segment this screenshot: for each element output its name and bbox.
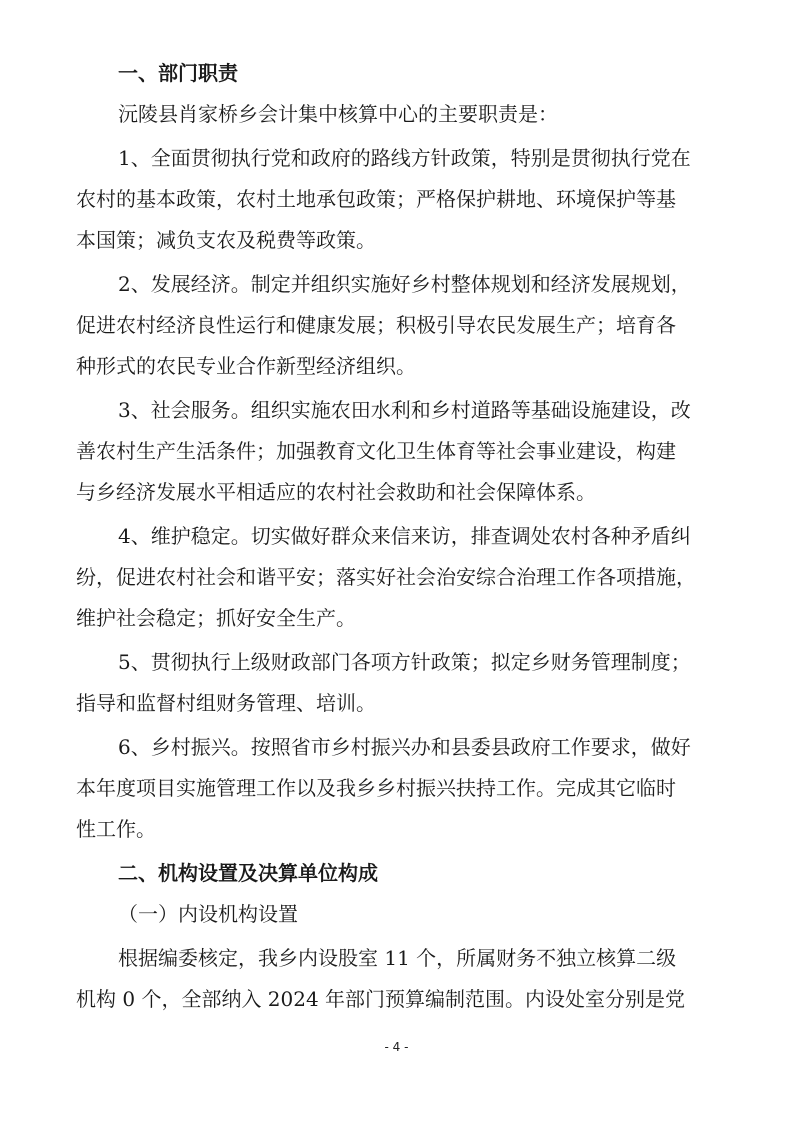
paragraph-line: 4、维护稳定。切实做好群众来信来访，排查调处农村各种矛盾纠: [118, 524, 691, 548]
paragraph-line: 3、社会服务。组织实施农田水利和乡村道路等基础设施建设，改: [118, 398, 691, 422]
paragraph-line: 农村的基本政策，农村土地承包政策；严格保护耕地、环境保护等基: [76, 187, 676, 211]
paragraph-line: 与乡经济发展水平相适应的农村社会救助和社会保障体系。: [76, 480, 596, 504]
heading-dept-duties: 一、部门职责: [118, 61, 238, 85]
paragraph-line: 促进农村经济良性运行和健康发展；积极引导农民发展生产；培育各: [76, 313, 676, 337]
paragraph-line: 指导和监督村组财务管理、培训。: [76, 691, 376, 715]
paragraph-line: 本国策；减负支农及税费等政策。: [76, 228, 376, 252]
paragraph-line: 6、乡村振兴。按照省市乡村振兴办和县委县政府工作要求，做好: [118, 735, 691, 759]
paragraph-line: 种形式的农民专业合作新型经济组织。: [76, 354, 416, 378]
heading-org-structure: 二、机构设置及决算单位构成: [118, 861, 378, 885]
paragraph-line: 1、全面贯彻执行党和政府的路线方针政策，特别是贯彻执行党在: [118, 146, 691, 170]
paragraph-line: 善农村生产生活条件；加强教育文化卫生体育等社会事业建设，构建: [76, 439, 676, 463]
paragraph-line: 沅陵县肖家桥乡会计集中核算中心的主要职责是：: [118, 102, 558, 126]
page-number: - 4 -: [384, 1040, 409, 1054]
paragraph-line: 2、发展经济。制定并组织实施好乡村整体规划和经济发展规划，: [118, 272, 691, 296]
paragraph-line: 根据编委核定，我乡内设股室 11 个，所属财务不独立核算二级: [118, 946, 677, 970]
subheading-internal-units: （一）内设机构设置: [118, 902, 298, 926]
paragraph-line: 维护社会稳定；抓好安全生产。: [76, 606, 356, 630]
paragraph-line: 5、贯彻执行上级财政部门各项方针政策；拟定乡财务管理制度；: [118, 650, 691, 674]
paragraph-line: 性工作。: [76, 817, 156, 841]
paragraph-line: 纷，促进农村社会和谐平安；落实好社会治安综合治理工作各项措施，: [76, 565, 696, 589]
paragraph-line: 机构 0 个，全部纳入 2024 年部门预算编制范围。内设处室分别是党: [76, 987, 686, 1011]
paragraph-line: 本年度项目实施管理工作以及我乡乡村振兴扶持工作。完成其它临时: [76, 776, 676, 800]
